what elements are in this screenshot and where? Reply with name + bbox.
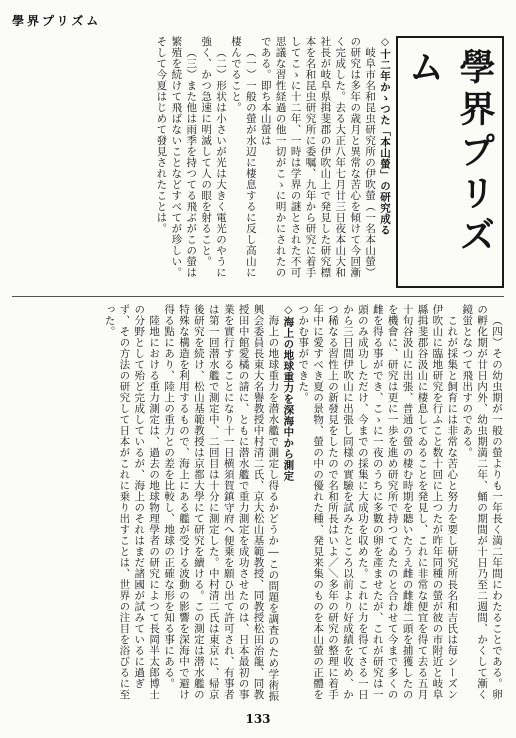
paragraph: （二）形状は小さいが光は大きく電光のやうに強く、かつ急速に明滅して人の眼を射ること。 [200,36,228,278]
paragraph: （四）その幼虫期が一般の螢よりも一年長く満二年間にわたることである。卵の孵化期が廿日内外、幼虫期満二年、蛹の期間が十日乃至二週間、かくして漸く鏡蛍となつて飛出すのである。 [461,304,503,700]
page-number: 133 [245,712,271,726]
title-box [396,36,504,288]
paragraph: これが採集と飼育には非常な苦心と努力を要し研究所長名和吉氏は毎シーズン伊吹山に臨地研究を行ふこと数十回に上つたが昨年同種の螢が彼の市附近と岐阜縣揖斐郡谷汲山に棲息してゐることを発見し、これに非常な便宜を得て去る五月十旬谷汲山に出張、普通の螢の棲む時期を聽いたうえ雌の雌雄二頭を捕獲したのを機會に、研究は更に一歩を進め研究所で持つてゐたのと合わせて今まで多くの雌を得る事ができ、こゝに一夜のうちに多數の卵を產ませたが、これが研究は一頭のみ成功しただけ、今までの採集に大成功を収めた。これに力を得てさる一日から三日間伊吹山に出張し同様の實驗を試みたところ以前より好成績を收め、かつ稀なる習性上の新發見をしたので名和所長はいよ／＼多年の研究の整理に着手年中に愛すべき夏の景物、螢の中の優れた種、発見来集のものを本山螢の正體をつかむ事ができた。 [297,304,459,700]
running-header: 學界プリズム [12,14,102,28]
section-title: 學界プリズム [403,48,496,258]
paragraph: 海上の地球重力を潜水艦で測定し得るかどうか―この問題を調査のため学術振興会委員長東大名譽教授中村清二氏、京大松山基範教授、同教授松田治龍、同教授田中館愛橘の請に、ともに潜水艦で重力測定を成功させたのは、日本最初の事業を實行することになり十一日横須賀鎮守府へ便乗を願ひ出て許可され、有事者は第一回潜水艦で測定中、二回目は十分に測定した。中村清二氏は東京に、帰京後研究を続け、松山基範教授は京都大學にて研究を續ける。この測定は潜水艦の特殊な構造を利用するもので、海上にある艦が受ける波動の影響を深海中で避け得る點にあり、陸上の重力との差を比較し、地球の正確な形を知る事にある。 [163,304,280,701]
top-article-heading: ◇十二年かゝつた「本山螢」の研究成る [379,36,391,236]
bottom-article-heading: ◇海上の地球重力を深海中から測定 [282,304,295,482]
paragraph: （三）また他は雨季を持つてる飛ぶがこの螢は繁殖を続けて飛ばないことなどすべてが珍しい。そして今夏はじめて發見されたことは。 [155,36,198,278]
paragraph: （一）一般の螢が水辺に棲息するに反し高山に棲んでること。 [229,36,257,278]
paragraph: 陸地における重力測定は、過去の地球物理學者の研究によつて長岡半太郎博士の分野として殆ど完成しているが、海上のそれはまだ諸國が試みているに過ぎず、その方法の研究して日本がこれに乗り出すことは、世界の注目を浴びるに至った。 [103,304,161,700]
paragraph: 岐阜市名和昆虫研究所の伊吹螢（一名本山螢）の研究は多年の歳月と異常な苦心を傾けて今回漸く完成した。去る大正八年七月廿三日夜本山大和社長が岐阜県揖斐郡の伊吹山上で発見した研究標本を名和昆虫研究所に委嘱、九年から研究に着手してこゝに十二年、一時は学界の謎とされた不可思議な習性経過の他一切がこゝに明かにされたのである。即ち本山螢は [259,36,377,278]
bottom-article [14,304,504,704]
top-article [14,36,392,288]
divider-rule [12,296,504,297]
